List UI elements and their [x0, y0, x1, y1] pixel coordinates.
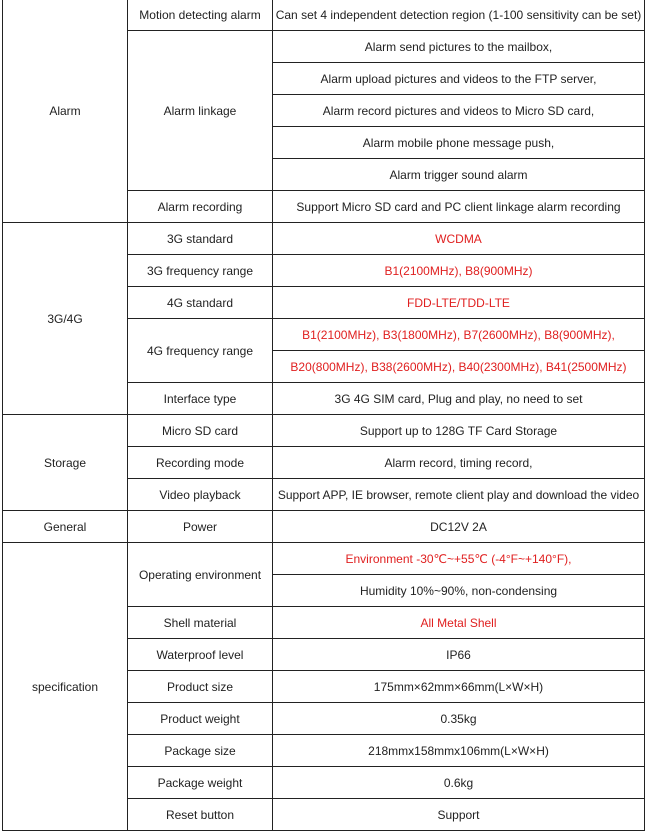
table-row — [3, 223, 645, 255]
table-row — [3, 511, 645, 543]
spec-label: Micro SD card — [128, 415, 273, 447]
spec-label: Power — [128, 511, 273, 543]
spec-value: Alarm upload pictures and videos to the FTP server, — [273, 63, 645, 95]
spec-value: Can set 4 independent detection region (1-100 sensitivity can be set) — [273, 0, 645, 31]
spec-value: Support up to 128G TF Card Storage — [273, 415, 645, 447]
spec-table — [2, 0, 645, 831]
spec-value: Alarm trigger sound alarm — [273, 159, 645, 191]
spec-label: Operating environment — [128, 543, 273, 607]
spec-label: Video playback — [128, 479, 273, 511]
spec-value: B20(800MHz), B38(2600MHz), B40(2300MHz), B41(2500MHz) — [273, 351, 645, 383]
spec-value: B1(2100MHz), B8(900MHz) — [273, 255, 645, 287]
spec-label: Recording mode — [128, 447, 273, 479]
spec-value: Support Micro SD card and PC client linkage alarm recording — [273, 191, 645, 223]
spec-value: Alarm send pictures to the mailbox, — [273, 31, 645, 63]
spec-value: Humidity 10%~90%, non-condensing — [273, 575, 645, 607]
spec-label: Product weight — [128, 703, 273, 735]
section-specification: specification — [3, 543, 128, 831]
spec-label: Package size — [128, 735, 273, 767]
spec-value: Alarm record pictures and videos to Micro SD card, — [273, 95, 645, 127]
spec-value: 0.6kg — [273, 767, 645, 799]
spec-value: B1(2100MHz), B3(1800MHz), B7(2600MHz), B8(900MHz), — [273, 319, 645, 351]
spec-value: 3G 4G SIM card, Plug and play, no need to set — [273, 383, 645, 415]
spec-value: All Metal Shell — [273, 607, 645, 639]
spec-label: Interface type — [128, 383, 273, 415]
spec-label: Motion detecting alarm — [128, 0, 273, 31]
spec-label: Waterproof level — [128, 639, 273, 671]
section-general: General — [3, 511, 128, 543]
table-row — [3, 543, 645, 575]
table-row — [3, 0, 645, 31]
spec-value: Alarm record, timing record, — [273, 447, 645, 479]
section-alarm: Alarm — [3, 0, 128, 223]
section-3g4g: 3G/4G — [3, 223, 128, 415]
spec-value: FDD-LTE/TDD-LTE — [273, 287, 645, 319]
spec-value: Support — [273, 799, 645, 831]
spec-value: Environment -30℃~+55℃ (-4°F~+140°F), — [273, 543, 645, 575]
spec-label: Shell material — [128, 607, 273, 639]
spec-value: DC12V 2A — [273, 511, 645, 543]
spec-value: 175mm×62mm×66mm(L×W×H) — [273, 671, 645, 703]
section-storage: Storage — [3, 415, 128, 511]
spec-label: Alarm linkage — [128, 31, 273, 191]
spec-label: 4G frequency range — [128, 319, 273, 383]
spec-label: 3G standard — [128, 223, 273, 255]
table-row — [3, 415, 645, 447]
spec-value: IP66 — [273, 639, 645, 671]
spec-value: Alarm mobile phone message push, — [273, 127, 645, 159]
spec-value: Support APP, IE browser, remote client play and download the video — [273, 479, 645, 511]
spec-value: 0.35kg — [273, 703, 645, 735]
spec-label: Product size — [128, 671, 273, 703]
spec-label: Package weight — [128, 767, 273, 799]
spec-label: 3G frequency range — [128, 255, 273, 287]
spec-value: 218mmx158mmx106mm(L×W×H) — [273, 735, 645, 767]
spec-label: Reset button — [128, 799, 273, 831]
spec-value: WCDMA — [273, 223, 645, 255]
spec-label: 4G standard — [128, 287, 273, 319]
spec-label: Alarm recording — [128, 191, 273, 223]
